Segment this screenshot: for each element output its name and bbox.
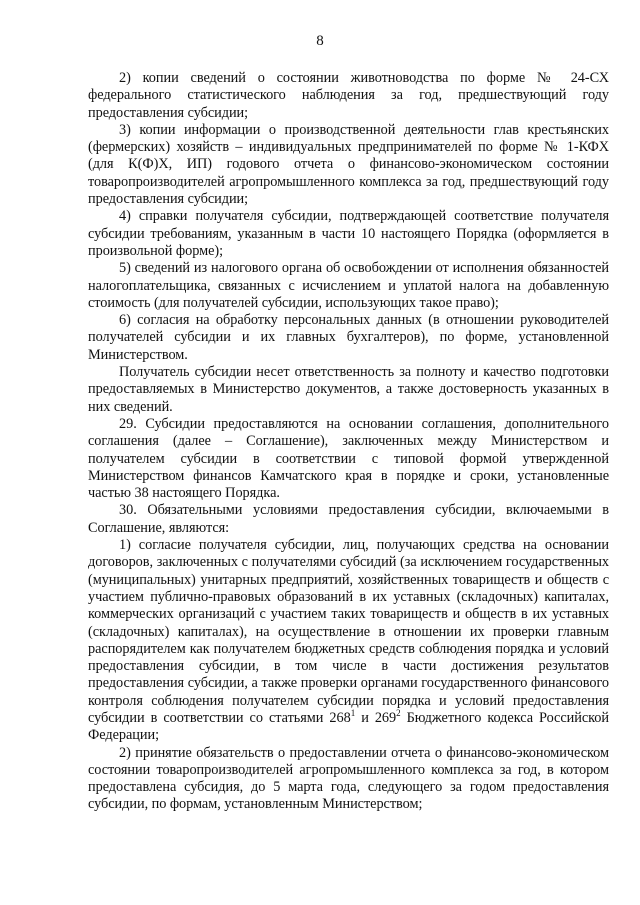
paragraph-item-3: 3) копии информации о производственной деятельности глав крестьянских (фермерских) хозяйств – индивидуальных предпринимателей по форме № 1-КФХ (для К(Ф)Х, ИП) годового отчета о финансово-экономическом состоянии товаропроизводителей агропромышленного комплекса за год, предшествующий году предоставления субсидии; <box>88 121 609 208</box>
page-number: 8 <box>316 33 324 49</box>
clause-1-superscript-2: 2 <box>396 708 401 719</box>
paragraph-item-2: 2) копии сведений о состоянии животноводства по форме № 24-СХ федерального статистического наблюдения за год, предшествующий году предоставления субсидии; <box>88 70 609 121</box>
paragraph-29: 29. Субсидии предоставляются на основании соглашения, дополнительного соглашения (далее – Соглашение), заключенных между Министерством и получателем субсидии в соответствии с типовой формой утвержденной Министерством финансов Камчатского края в порядке и сроки, установленные частью 38 настоящего Порядка. <box>88 415 609 502</box>
clause-1-end: Бюджетного кодекса Российской Федерации; <box>88 709 609 744</box>
paragraph-30: 30. Обязательными условиями предоставления субсидии, включаемыми в Соглашение, являются: <box>88 502 609 536</box>
clause-1-text: 1) согласие получателя субсидии, лиц, получающих средства на основании договоров, заключенных с получателями субсидий (за исключением государственных (муниципальных) унитарных предприятий, хозяйственных товариществ и обществ с участием публично-правовых образований в их уставных (складочных) капиталах, коммерческих организаций с участием таких товариществ и обществ в их уставных (складочных) капиталах), на осуществление в отношении их проверки главным распорядителем как получателем бюджетных средств соблюдения порядка и условий предоставления субсидии, в том числе в части достижения результатов предоставления субсидии, а также проверки органами государственного финансового контроля соблюдения получателем субсидии порядка и условий предоставления субсидии в соответствии со статьями 268 <box>88 537 609 726</box>
paragraph-item-4: 4) справки получателя субсидии, подтверждающей соответствие получателя субсидии требованиям, указанным в части 10 настоящего Порядка (оформляется в произвольной форме); <box>88 208 609 259</box>
paragraph-item-5: 5) сведений из налогового органа об освобождении от исполнения обязанностей налогоплательщика, связанных с исчислением и уплатой налога на добавленную стоимость (для получателей субсидии, использующих такое право); <box>88 260 609 311</box>
clause-1-superscript-1: 1 <box>350 708 356 719</box>
paragraph-30-clause-2: 2) принятие обязательств о предоставлении отчета о финансово-экономическом состоянии товаропроизводителей агропромышленного комплекса за год, в котором предоставлена субсидия, до 5 марта года, следующего за годом предоставления субсидии, по формам, установленным Министерством; <box>88 744 609 813</box>
paragraph-30-clause-1 <box>88 537 609 745</box>
paragraph-item-6: 6) согласия на обработку персональных данных (в отношении руководителей получателей субсидии и их главных бухгалтеров), по форме, установленной Министерством. <box>88 312 609 363</box>
clause-1-middle: и 269 <box>355 709 397 726</box>
paragraph-responsibility: Получатель субсидии несет ответственность за полноту и качество подготовки предоставляемых в Министерство документов, а также достоверность указанных в них сведений. <box>88 364 609 415</box>
document-body <box>88 70 609 814</box>
